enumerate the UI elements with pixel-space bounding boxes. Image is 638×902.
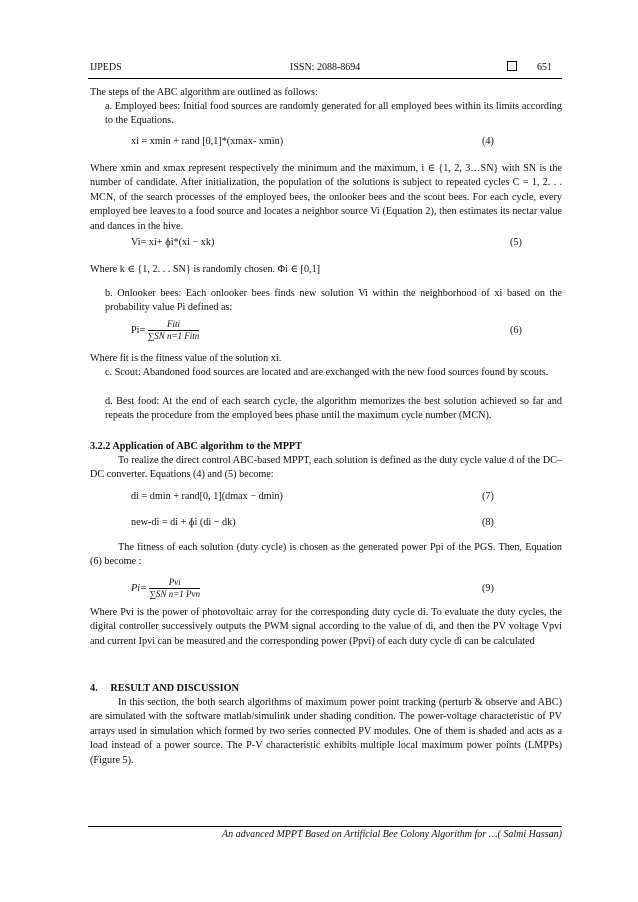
- equation-9-fraction: [149, 578, 199, 599]
- issn: ISSN: 2088-8694: [290, 62, 361, 73]
- equation-9-numerator: Pvi: [149, 578, 199, 589]
- equation-4-text: xi = xmin + rand [0,1]*(xmax- xmin): [131, 136, 284, 147]
- header-rule: [88, 78, 562, 79]
- paragraph-fitness: The fitness of each solution (duty cycle) is chosen as the generated power Ppi of the PGS. Then, Equation (6) become :: [90, 542, 562, 568]
- item-b: b. Onlooker bees: Each onlooker bees finds new solution Vi within the neighborhood of xi based on the probability value Pi defined as:: [105, 288, 562, 314]
- footer-rule: [88, 826, 562, 827]
- paragraph-4: In this section, the both search algorithms of maximum power point tracking (perturb & observe and ABC) are simulated with the software matlab/simulink under shading condition. The power-voltage characteristic of PV arrays used in simulation which formed by two series connected PV modules. One of them is shaded and acts as a load instead of a power source. The P-V characteristic exhibits multiple local maximum power points (LMPPs) (Figure 5).: [90, 697, 562, 766]
- equation-6-fraction: [148, 320, 200, 341]
- equation-6: [131, 320, 199, 341]
- equation-7-number: (7): [482, 491, 494, 502]
- equation-4: [131, 136, 283, 147]
- equation-8: [131, 517, 236, 528]
- item-a: a. Employed bees: Initial food sources are randomly generated for all employed bees within its limits according to the Equations.: [105, 101, 562, 127]
- equation-6-numerator: Fiti: [148, 320, 200, 331]
- equation-9-lhs: Pi=: [131, 582, 147, 594]
- checkbox-icon: [507, 61, 517, 73]
- equation-5: [131, 237, 214, 248]
- equation-5-text: Vi= xi+ ɸi*(xi − xk): [131, 237, 215, 248]
- equation-7: [131, 491, 283, 502]
- journal-name: IJPEDS: [90, 62, 122, 73]
- paragraph-pv: Where Pvi is the power of photovoltaic array for the corresponding duty cycle di. To evaluate the duty cycles, the digital controller successively outputs the PWM signal according to the value of di, and then the PV voltage Vpvi and current Ipvi can be measured and the corresponding power (Ppvi) of each duty cycle di can be calculated: [90, 607, 562, 647]
- equation-6-denominator: ∑SN n=1 Fitn: [147, 331, 200, 341]
- equation-9-number: (9): [482, 583, 494, 594]
- equation-7-text: di = dmin + rand[0, 1](dmax − dmin): [131, 491, 283, 502]
- equation-8-text: new-di = di + ɸi (di − dk): [131, 517, 236, 528]
- item-c: c. Scout: Abandoned food sources are located and are exchanged with the new food sources found by scouts.: [105, 367, 549, 378]
- equation-6-number: (6): [510, 325, 522, 336]
- item-d: d. Best food: At the end of each search cycle, the algorithm memorizes the best solution achieved so far and repeats the procedure from the employed bees phase until the maximum cycle number (MCN).: [105, 396, 562, 422]
- section-322-heading: 3.2.2 Application of ABC algorithm to the MPPT: [90, 441, 302, 452]
- equation-9: [131, 578, 200, 599]
- paragraph-xmin: Where xmin and xmax represent respectively the minimum and the maximum, i ∈ {1, 2, 3…SN} with SN is the number of candidate. After initialization, the population of the solutions is subject to repeated cycles C = 1, 2. . . MCN, of the search processes of the employed bees, the onlooker bees and the scout bees. For each cycle, every employed bee leaves to a food source and locates a neighbor source Vi (Equation 2), then estimates its nectar value and dances in the hive.: [90, 163, 562, 232]
- equation-8-number: (8): [482, 517, 494, 528]
- equation-6-lhs: Pi=: [131, 324, 146, 336]
- paragraph-322: To realize the direct control ABC-based MPPT, each solution is defined as the duty cycle value d of the DC–DC converter. Equations (4) and (5) become:: [90, 455, 562, 481]
- section-4-heading: 4. RESULT AND DISCUSSION: [90, 683, 239, 694]
- equation-5-number: (5): [510, 237, 522, 248]
- intro-text: The steps of the ABC algorithm are outlined as follows:: [90, 87, 318, 98]
- equation-4-number: (4): [482, 136, 494, 147]
- page-number: 651: [537, 62, 552, 73]
- footer-text: An advanced MPPT Based on Artificial Bee Colony Algorithm for …( Salmi Hassan): [222, 829, 562, 840]
- equation-9-denominator: ∑SN n=1 Pvn: [149, 589, 200, 599]
- paragraph-fit: Where fit is the fitness value of the solution xi.: [90, 353, 282, 364]
- paragraph-where-k: Where k ∈ {1, 2. . . SN} is randomly chosen. Φi ∈ [0,1]: [90, 264, 321, 275]
